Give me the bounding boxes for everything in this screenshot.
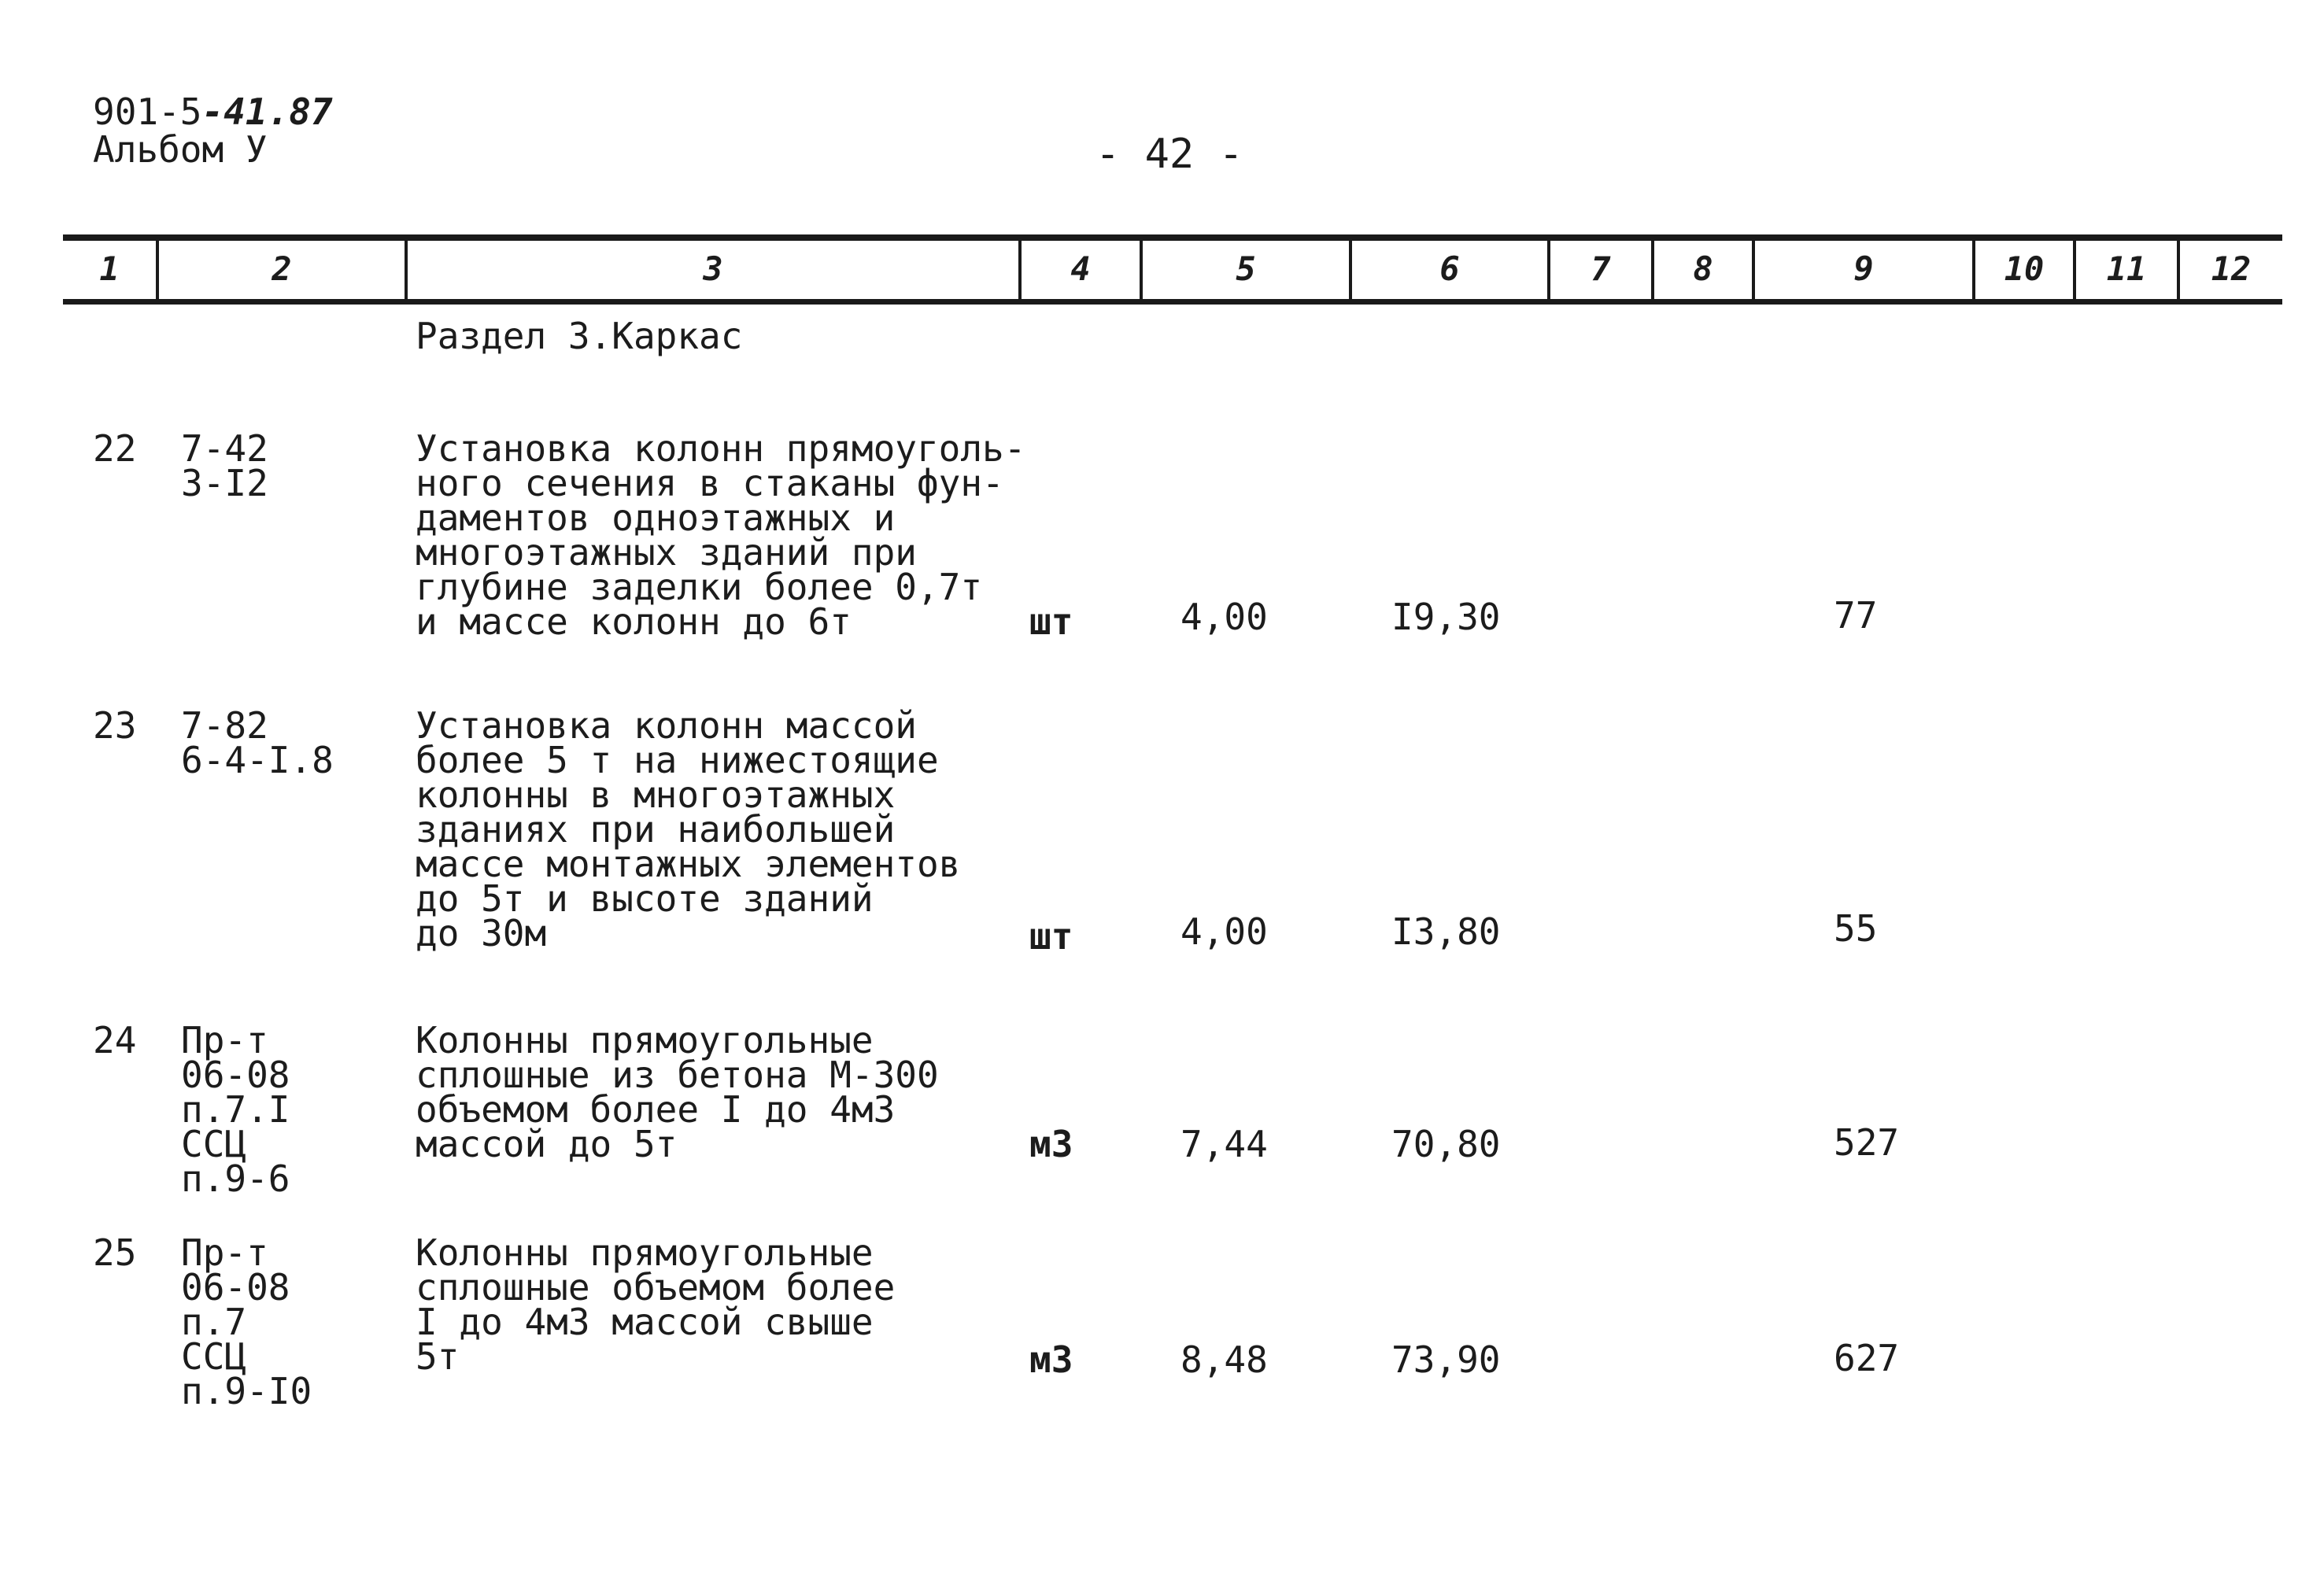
column-header-3: 3 <box>703 249 723 288</box>
table-top-rule <box>63 234 2282 241</box>
row-quantity: 4,00 <box>1180 910 1268 953</box>
row-total: 627 <box>1834 1337 1900 1379</box>
row-code: 7-42 3-I2 <box>181 427 268 504</box>
column-header-6: 6 <box>1439 249 1460 288</box>
row-quantity: 4,00 <box>1180 596 1268 638</box>
column-header-5: 5 <box>1236 249 1256 288</box>
row-description: Колонны прямоугольные сплошные из бетона М-300 объемом более I до 4м3 массой до 5т <box>416 1019 939 1165</box>
row-quantity: 7,44 <box>1180 1123 1268 1165</box>
column-header-12: 12 <box>2211 249 2252 288</box>
row-description: Установка колонн прямоуголь- ного сечения в стаканы фун- даментов одноэтажных и многоэтажных зданий при глубине заделки более 0,7т и массе колонн до 6т <box>416 427 1026 643</box>
row-total: 527 <box>1834 1121 1900 1164</box>
document-code-block <box>93 90 333 171</box>
column-header-9: 9 <box>1853 249 1874 288</box>
section-title: Раздел 3.Каркас <box>416 315 743 357</box>
row-number: 23 <box>93 704 137 747</box>
column-header-8: 8 <box>1693 249 1713 288</box>
table-header-bottom-rule <box>63 299 2282 305</box>
album-label: Альбом У <box>93 128 268 171</box>
row-unit: шт <box>1029 915 1073 958</box>
row-number: 25 <box>93 1231 137 1274</box>
row-unit: шт <box>1029 600 1073 643</box>
row-price: I3,80 <box>1391 910 1501 953</box>
row-total: 77 <box>1834 594 1878 637</box>
page-number: - 42 - <box>1095 131 1243 178</box>
row-number: 24 <box>93 1019 137 1061</box>
row-total: 55 <box>1834 907 1878 950</box>
document-code-handwritten: -41.87 <box>201 90 333 133</box>
column-header-11: 11 <box>2106 249 2147 288</box>
row-description: Установка колонн массой более 5 т на нижестоящие колонны в многоэтажных зданиях при наибольшей массе монтажных элементов до 5т и высоте зданий до 30м <box>416 704 961 954</box>
column-header-10: 10 <box>2004 249 2045 288</box>
column-header-7: 7 <box>1591 249 1611 288</box>
row-code: 7-82 6-4-I.8 <box>181 704 334 781</box>
row-code: Пр-т 06-08 п.7 ССЦ п.9-I0 <box>181 1231 312 1412</box>
row-description: Колонны прямоугольные сплошные объемом более I до 4м3 массой свыше 5т <box>416 1231 896 1378</box>
column-header-1: 1 <box>99 249 120 288</box>
row-number: 22 <box>93 427 137 470</box>
row-unit: м3 <box>1029 1338 1073 1381</box>
document-code: 901-5 <box>93 90 202 133</box>
row-unit: м3 <box>1029 1123 1073 1165</box>
column-header-4: 4 <box>1070 249 1091 288</box>
row-price: I9,30 <box>1391 596 1501 638</box>
column-header-2: 2 <box>272 249 292 288</box>
row-price: 70,80 <box>1391 1123 1501 1165</box>
row-price: 73,90 <box>1391 1338 1501 1381</box>
row-quantity: 8,48 <box>1180 1338 1268 1381</box>
row-code: Пр-т 06-08 п.7.I ССЦ п.9-6 <box>181 1019 290 1200</box>
